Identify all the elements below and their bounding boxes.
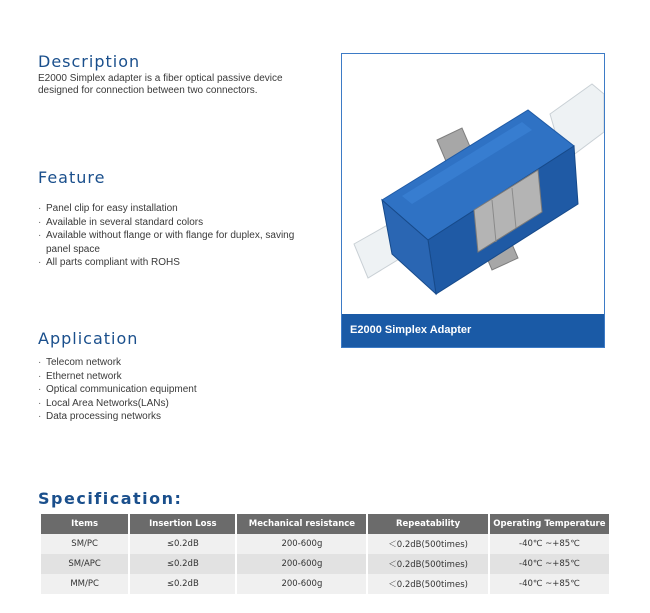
description-heading: Description <box>38 52 141 71</box>
feature-list <box>38 202 318 270</box>
e2000-adapter-image <box>342 54 604 314</box>
application-item: · Local Area Networks(LANs) <box>38 397 318 411</box>
feature-item: · Panel clip for easy installation <box>38 202 318 216</box>
header-repeatability: Repeatability <box>368 514 487 534</box>
product-caption: E2000 Simplex Adapter <box>342 314 604 347</box>
description-text: E2000 Simplex adapter is a fiber optical passive device designed for connection between two connectors. <box>38 73 283 96</box>
application-item: · Data processing networks <box>38 410 318 424</box>
specification-table <box>39 514 611 594</box>
cell-operating-temperature: -40℃ ~+85℃ <box>490 554 609 574</box>
table-row <box>41 574 609 594</box>
cell-mechanical-resistance: 200-600g <box>237 574 366 594</box>
product-image-panel <box>341 53 605 348</box>
cell-repeatability: ＜0.2dB(500times) <box>368 534 487 554</box>
header-insertion-loss: Insertion Loss <box>130 514 235 534</box>
cell-item: SM/PC <box>41 534 128 554</box>
feature-item: · Available in several standard colors <box>38 216 318 230</box>
application-heading: Application <box>38 329 139 348</box>
table-row <box>41 554 609 574</box>
feature-item: · All parts compliant with ROHS <box>38 256 318 270</box>
feature-item: · Available without flange or with flange for duplex, saving panel space <box>38 229 308 256</box>
application-item: · Telecom network <box>38 356 318 370</box>
cell-item: SM/APC <box>41 554 128 574</box>
application-item: · Optical communication equipment <box>38 383 318 397</box>
application-list <box>38 356 318 424</box>
cell-mechanical-resistance: 200-600g <box>237 554 366 574</box>
feature-heading: Feature <box>38 168 106 187</box>
cell-repeatability: ＜0.2dB(500times) <box>368 574 487 594</box>
cell-mechanical-resistance: 200-600g <box>237 534 366 554</box>
table-row <box>41 534 609 554</box>
cell-operating-temperature: -40℃ ~+85℃ <box>490 574 609 594</box>
cell-item: MM/PC <box>41 574 128 594</box>
header-items: Items <box>41 514 128 534</box>
table-header-row <box>41 514 609 534</box>
cell-operating-temperature: -40℃ ~+85℃ <box>490 534 609 554</box>
specification-heading: Specification: <box>38 489 183 508</box>
header-mechanical-resistance: Mechanical resistance <box>237 514 366 534</box>
application-item: · Ethernet network <box>38 370 318 384</box>
header-operating-temperature: Operating Temperature <box>490 514 609 534</box>
cell-repeatability: ＜0.2dB(500times) <box>368 554 487 574</box>
cell-insertion-loss: ≤0.2dB <box>130 574 235 594</box>
cell-insertion-loss: ≤0.2dB <box>130 554 235 574</box>
cell-insertion-loss: ≤0.2dB <box>130 534 235 554</box>
